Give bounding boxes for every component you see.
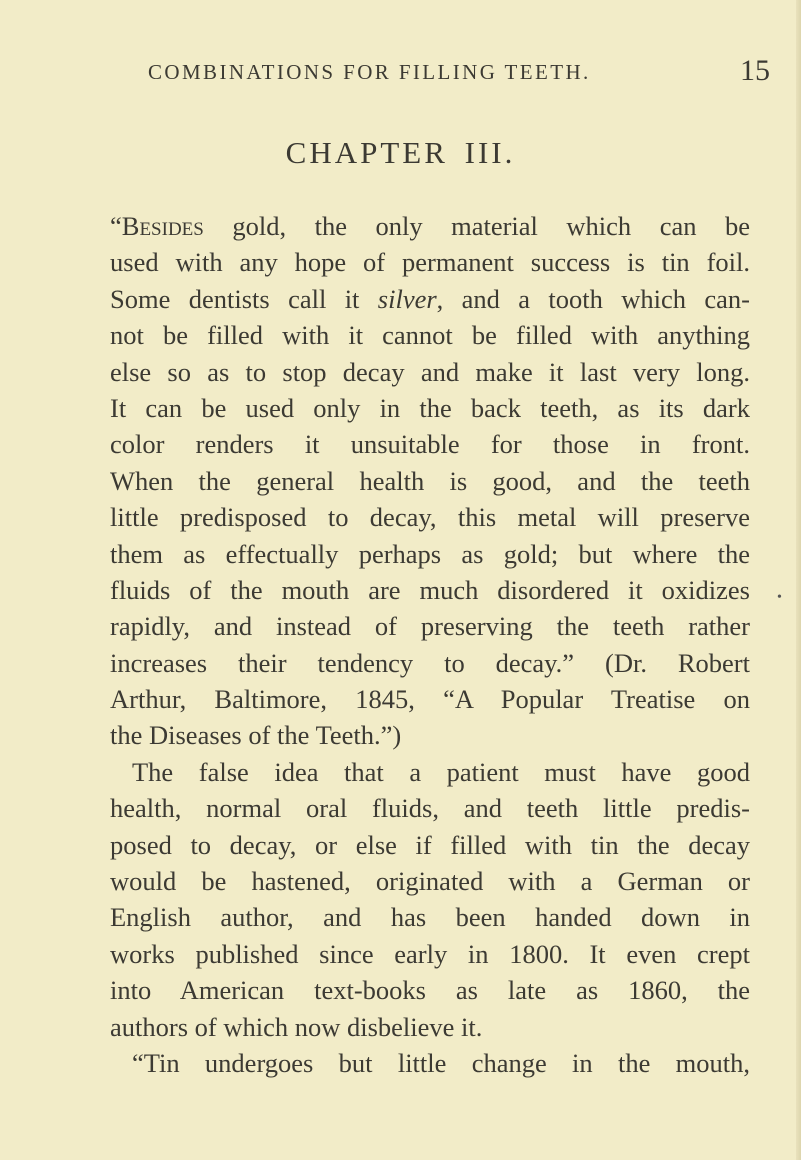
text-line: health, normal oral fluids, and teeth little predis- (110, 793, 750, 824)
text-line: not be filled with it cannot be filled with anything (110, 320, 750, 351)
text-line: “Tin undergoes but little change in the mouth, (132, 1047, 750, 1078)
open-quote: “ (110, 211, 122, 241)
text-fragment: gold, the only material which can be (203, 211, 750, 241)
page-number: 15 (740, 54, 770, 87)
text-line: would be hastened, originated with a German or (110, 866, 750, 897)
text-line: works published since early in 1800. It even crept (110, 938, 750, 969)
running-head: COMBINATIONS FOR FILLING TEETH. (148, 60, 591, 84)
text-line: little predisposed to decay, this metal will preserve (110, 502, 750, 533)
text-fragment: Some dentists call it (110, 283, 378, 314)
text-line: into American text-books as late as 1860, the (110, 975, 750, 1006)
text-line: The false idea that a patient must have good (132, 756, 750, 787)
text-line: fluids of the mouth are much disordered it oxidizes (110, 574, 750, 605)
italic-word: silver (377, 283, 437, 314)
text-line: Arthur, Baltimore, 1845, “A Popular Treatise on (110, 684, 750, 715)
text-line: color renders it unsuitable for those in front. (110, 429, 750, 460)
text-line (110, 208, 750, 244)
text-line: authors of which now disbelieve it. (110, 1011, 483, 1042)
text-line: posed to decay, or else if filled with tin the decay (110, 829, 750, 860)
margin-mark: • (777, 590, 782, 605)
page-edge (796, 0, 801, 1160)
text-line: rapidly, and instead of preserving the teeth rather (110, 611, 750, 642)
smallcaps-word: Besides (121, 211, 204, 241)
text-line: When the general health is good, and the teeth (110, 465, 750, 496)
text-line: used with any hope of permanent success is tin foil. (110, 247, 750, 278)
text-fragment: , and a tooth which can- (436, 283, 750, 314)
body-text (110, 208, 750, 1081)
text-line (110, 281, 750, 317)
text-line: It can be used only in the back teeth, as its dark (110, 392, 750, 423)
text-line: the Diseases of the Teeth.”) (110, 720, 402, 751)
text-line: English author, and has been handed down in (110, 902, 750, 933)
text-line: else so as to stop decay and make it last very long. (110, 356, 750, 387)
text-line: increases their tendency to decay.” (Dr. Robert (110, 647, 750, 678)
text-line: them as effectually perhaps as gold; but where the (110, 538, 750, 569)
chapter-title: CHAPTER III. (285, 135, 516, 170)
